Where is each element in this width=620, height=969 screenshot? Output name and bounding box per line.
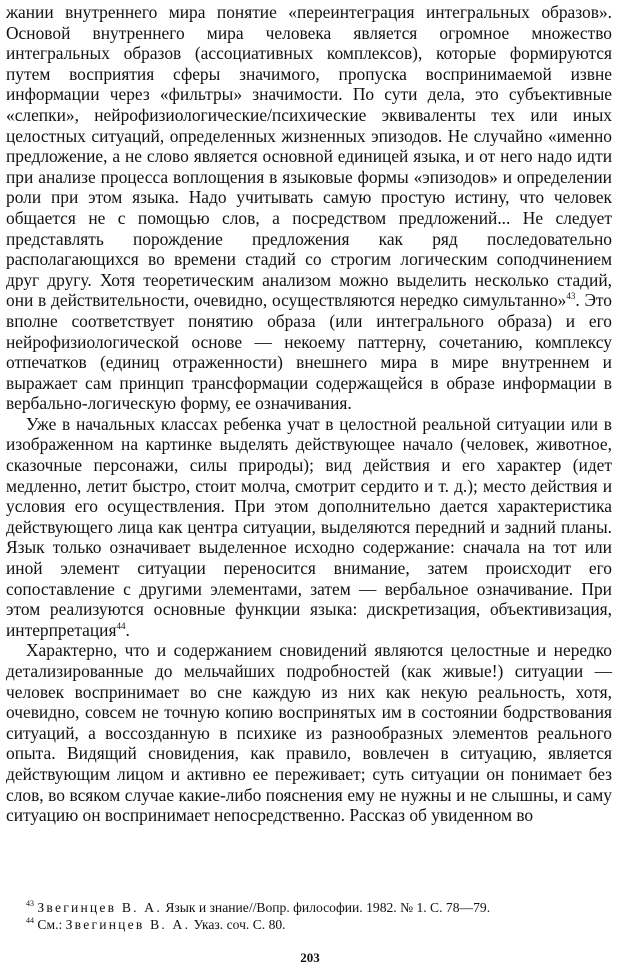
footnote-number: 44 — [26, 916, 34, 925]
paragraph-3: Характерно, что и содержанием сновидений являются целостные и нередко детализированные до мельчайших подробностей (как живые!) ситуации — человек воспринимает во сне каждую из них как некую реальность, хотя, очевидно, совсем не точную копию воспринятых им в состоянии бодрствования ситуаций, а воссозданную в психике из разнообразных элементов реального опыта. Видящий сновидения, как правило, вовлечен в ситуацию, является действующим лицом и активно ее переживает; суть ситуации он понимает без слов, во всяком случае какие-либо пояснения ему не нужны и не слышны, и саму ситуацию он воспринимает непосредственно. Рассказ об увиденном во — [6, 640, 612, 826]
footnote-author: Звегинцев В. А. — [37, 900, 162, 915]
paragraph-1-text-start: жании внутреннего мира понятие «переинтеграция интегральных образов». Основой внутреннего мира человека является огромное множество интегральных образов (ассоциативных комплексов), которые формируются путем восприятия сферы значимого, пропуска воспринимаемой извне информации через «фильтры» значимости. По сути дела, это субъективные «слепки», нейрофизиологические/психические эквиваленты тех или иных целостных ситуаций, определенных жизненных эпизодов. Не случайно «именно предложение, а не слово является основной единицей языка, и от него надо идти при анализе процесса воплощения в языковые формы «эпизодов» и определении роли при этом языка. Надо учитывать самую простую истину, что человек общается не с помощью слов, а посредством предложений... Не следует представлять порождение предложения как ряд последовательно располагающихся во времени стадий со строгим логическим соподчинением друг другу. Хотя теоретическим анализом можно выделить несколько стадий, они в действительности, очевидно, осуществляются нередко симультанно» — [6, 2, 612, 311]
footnote-ref-44: 44 — [116, 620, 126, 631]
footnote-prefix: См.: — [34, 917, 66, 932]
footnote-number: 43 — [26, 899, 34, 908]
paragraph-1 — [6, 2, 612, 414]
body-text — [6, 2, 612, 826]
page-number: 203 — [300, 950, 320, 965]
footnote-43 — [26, 899, 616, 916]
footnotes — [26, 899, 616, 933]
footnote-ref-43: 43 — [566, 291, 576, 302]
footnote-44 — [26, 916, 616, 933]
paragraph-2 — [6, 414, 612, 641]
footnote-author: Звегинцев В. А. — [65, 917, 191, 932]
paragraph-2-text-end: . — [125, 619, 130, 640]
footnote-text: Указ. соч. С. 80. — [190, 917, 286, 932]
footnote-text: Язык и знание//Вопр. философии. 1982. № 1. С. 78—79. — [161, 900, 491, 915]
paragraph-2-text-start: Уже в начальных классах ребенка учат в целостной реальной ситуации или в изображенном на картинке выделять действующее начало (человек, животное, сказочные персонажи, силы природы); вид действия и его характер (идет медленно, летит быстро, стоит молча, смотрит сердито и т. д.); место действия и условия его осуществления. При этом дополнительно дается характеристика действующего лица как центра ситуации, выделяются передний и задний планы. Язык только означивает выделенное исходно содержание: сначала на тот или иной элемент ситуации переносится внимание, затем происходит его сопоставление с другими элементами, затем — вербальное означивание. При этом реализуются основные функции языка: дискретизация, объективизация, интерпретация — [6, 413, 612, 640]
paragraph-1-text-end: . Это вполне соответствует понятию образа (или интегрального образа) и его нейрофизиологической основе — некоему паттерну, сочетанию, комплексу отпечатков (единиц отраженности) внешнего мира в мире внутреннем и выражает сам принцип трансформации содержащейся в образе информации в вербально-логическую форму, ее означивания. — [6, 290, 612, 414]
